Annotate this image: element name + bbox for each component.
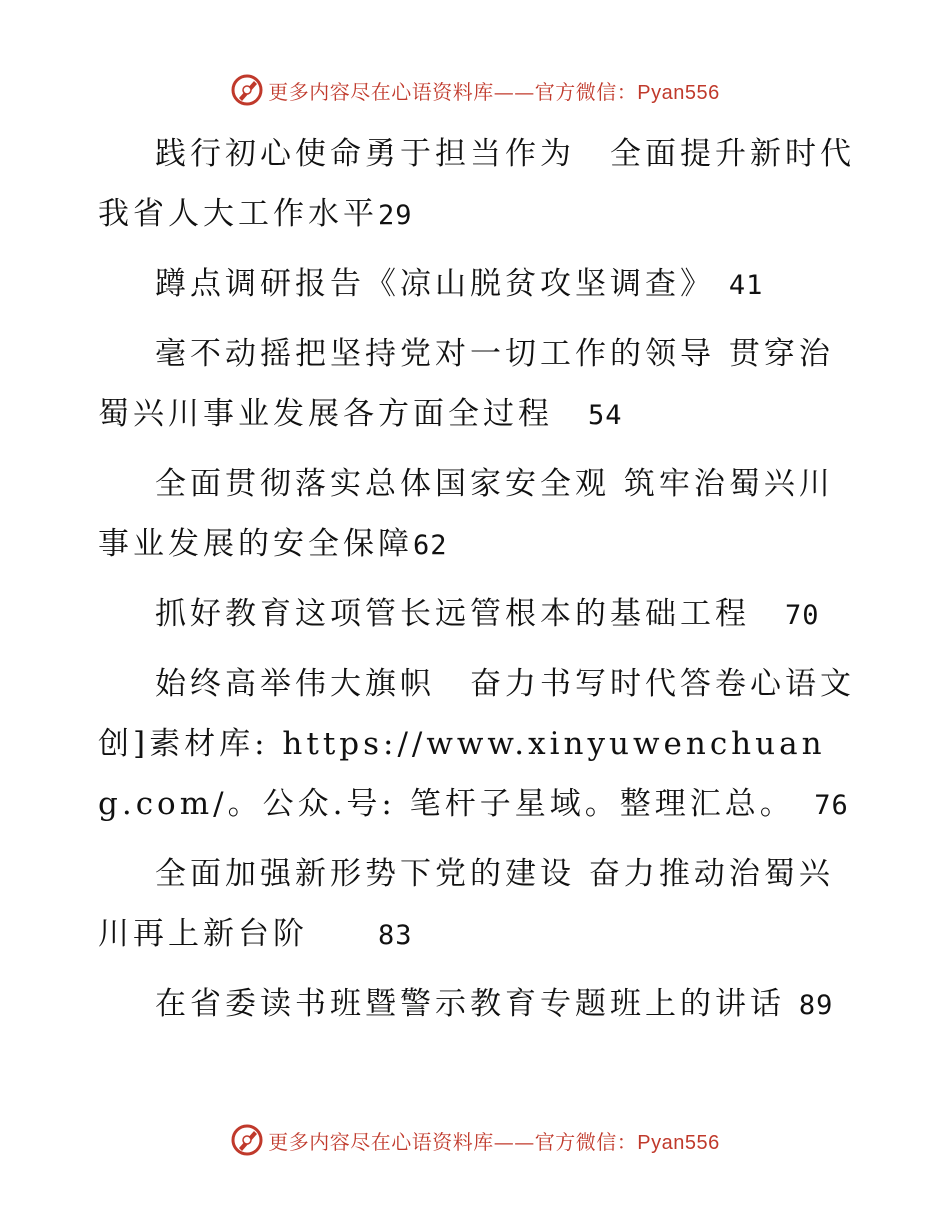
toc-entry-page: 89 bbox=[798, 990, 834, 1021]
header-wechat-id: Pyan556 bbox=[637, 81, 720, 104]
pen-logo-icon bbox=[230, 1123, 264, 1157]
footer-promo: 更多内容尽在心语资料库 bbox=[268, 1129, 494, 1154]
header-wechat-label: 官方微信： bbox=[534, 79, 638, 104]
header-dash: —— bbox=[493, 79, 535, 104]
toc-entry bbox=[98, 324, 858, 446]
footer-dash: —— bbox=[493, 1129, 535, 1154]
footer-banner bbox=[0, 1120, 950, 1160]
toc-entry-page: 29 bbox=[378, 200, 413, 231]
toc-entry bbox=[98, 454, 858, 576]
header-banner bbox=[0, 70, 950, 110]
toc-entry-page: 41 bbox=[728, 270, 764, 301]
toc-entry-title: 践行初心使命勇于担当作为 全面提升新时代我省人大工作水平 bbox=[98, 136, 855, 232]
toc-entry bbox=[98, 844, 858, 966]
footer-wechat-id: Pyan556 bbox=[637, 1131, 720, 1154]
toc-entry bbox=[98, 124, 858, 246]
toc-entry bbox=[98, 254, 858, 316]
toc-entry-title: 始终高举伟大旗帜 奋力书写时代答卷心语文创]素材库: https://www.xinyuwenchuang.com/。公众.号: 笔杆子星域。整理汇总。 bbox=[98, 666, 855, 822]
toc-entry bbox=[98, 584, 858, 646]
toc-entry-page: 83 bbox=[378, 920, 413, 951]
toc-entry-page: 70 bbox=[785, 600, 820, 631]
toc-entry-title: 全面加强新形势下党的建设 奋力推动治蜀兴川再上新台阶 bbox=[98, 856, 834, 952]
toc-entry-page: 76 bbox=[814, 790, 849, 821]
toc-entry bbox=[98, 654, 858, 836]
header-promo: 更多内容尽在心语资料库 bbox=[268, 79, 494, 104]
toc-entry-page: 54 bbox=[588, 400, 623, 431]
toc-entry bbox=[98, 974, 858, 1036]
footer-wechat-label: 官方微信： bbox=[534, 1129, 638, 1154]
toc-entry-page: 62 bbox=[413, 530, 448, 561]
toc-entry-title: 全面贯彻落实总体国家安全观 筑牢治蜀兴川事业发展的安全保障 bbox=[98, 466, 834, 562]
toc-entry-title: 在省委读书班暨警示教育专题班上的讲话 bbox=[155, 986, 799, 1022]
header-text bbox=[268, 76, 719, 105]
pen-logo-icon bbox=[230, 73, 264, 107]
footer-text bbox=[268, 1126, 719, 1155]
toc-entry-title: 毫不动摇把坚持党对一切工作的领导 贯穿治蜀兴川事业发展各方面全过程 bbox=[98, 336, 834, 432]
toc-entry-title: 蹲点调研报告《凉山脱贫攻坚调查》 bbox=[155, 266, 729, 302]
toc-entry-title: 抓好教育这项管长远管根本的基础工程 bbox=[155, 596, 785, 632]
table-of-contents bbox=[98, 124, 858, 1044]
